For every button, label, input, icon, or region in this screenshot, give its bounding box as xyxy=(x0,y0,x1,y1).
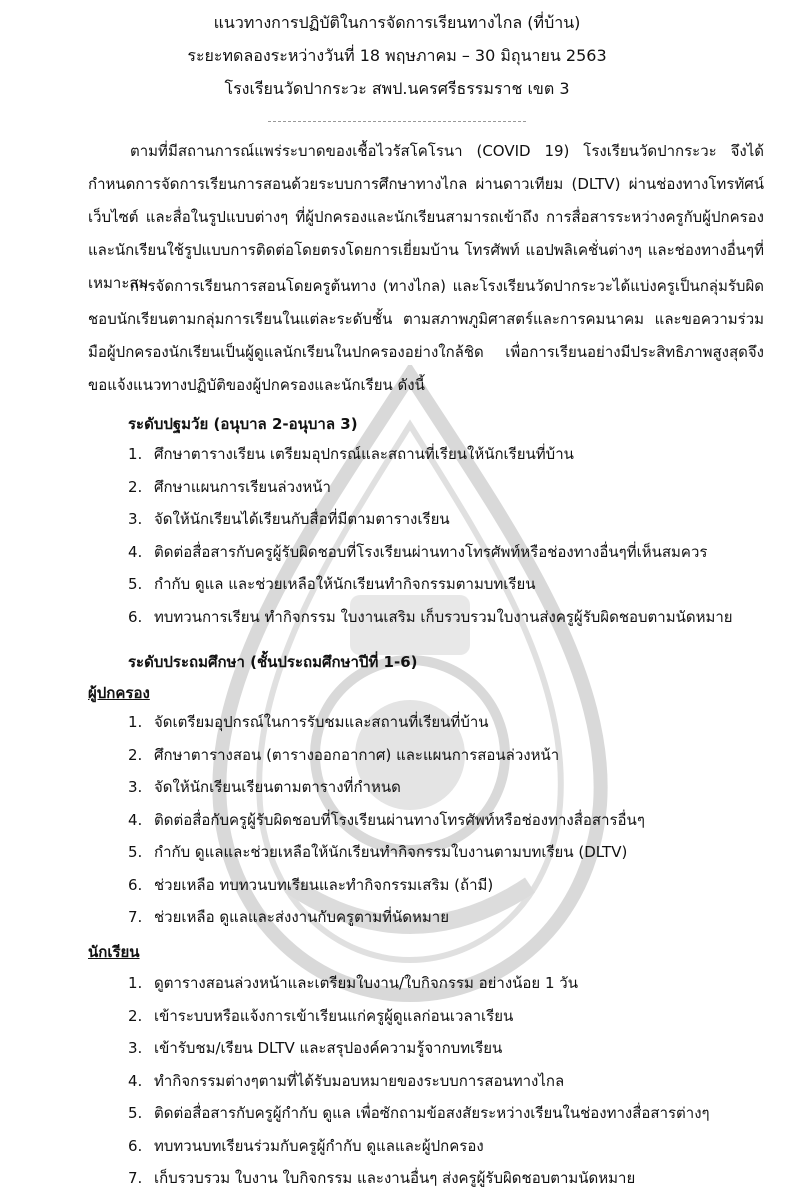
list-item-text: ดูตารางสอนล่วงหน้าและเตรียมใบงาน/ใบกิจกรรม อย่างน้อย 1 วัน xyxy=(154,974,578,992)
list-item-number: 1. xyxy=(128,713,143,731)
list-item-text: ทบทวนบทเรียนร่วมกับครูผู้กำกับ ดูแลและผู้ปกครอง xyxy=(154,1136,484,1155)
preschool-item xyxy=(128,572,733,605)
list-item-text: ศึกษาตารางเรียน เตรียมอุปกรณ์และสถานที่เรียนให้นักเรียนที่บ้าน xyxy=(154,445,574,463)
list-item-number: 5. xyxy=(128,843,143,861)
list-item-text: เข้ารับชม/เรียน DLTV และสรุปองค์ความรู้จากบทเรียน xyxy=(154,1039,503,1057)
list-item-number: 2. xyxy=(128,1006,143,1025)
list-item-number: 3. xyxy=(128,510,143,528)
list-item-text: เก็บรวบรวม ใบงาน ใบกิจกรรม และงานอื่นๆ ส่งครูผู้รับผิดชอบตามนัดหมาย xyxy=(154,1169,636,1187)
document-school: โรงเรียนวัดปากระวะ สพป.นครศรีธรรมราช เขต 3 xyxy=(224,79,570,98)
list-item-number: 6. xyxy=(128,1136,143,1155)
list-item-number: 2. xyxy=(128,745,143,764)
preschool-item xyxy=(128,442,733,475)
parents-item xyxy=(128,873,645,906)
list-item-number: 2. xyxy=(128,477,143,496)
parents-item xyxy=(128,710,645,743)
list-item-text: กำกับ ดูแลและช่วยเหลือให้นักเรียนทำกิจกรรมใบงานตามบทเรียน (DLTV) xyxy=(154,843,628,861)
list-item-number: 4. xyxy=(128,810,143,829)
document-period: ระยะทดลองระหว่างวันที่ 18 พฤษภาคม – 30 มิถุนายน 2563 xyxy=(187,46,607,65)
list-item-number: 7. xyxy=(128,1169,143,1187)
students-item xyxy=(128,1134,710,1167)
parents-item xyxy=(128,905,645,938)
document-header xyxy=(0,6,794,105)
list-item-text: เข้าระบบหรือแจ้งการเข้าเรียนแก่ครูผู้ดูแลก่อนเวลาเรียน xyxy=(154,1006,514,1025)
preschool-item xyxy=(128,540,733,573)
list-item-text: จัดให้นักเรียนได้เรียนกับสื่อที่มีตามตารางเรียน xyxy=(154,510,450,528)
list-item-number: 3. xyxy=(128,778,143,796)
students-item xyxy=(128,1069,710,1102)
students-item xyxy=(128,1036,710,1069)
list-item-text: กำกับ ดูแล และช่วยเหลือให้นักเรียนทำกิจกรรมตามบทเรียน xyxy=(154,575,536,593)
list-item-number: 1. xyxy=(128,974,143,992)
parents-list xyxy=(128,710,645,938)
parents-item xyxy=(128,775,645,808)
list-item-text: จัดให้นักเรียนเรียนตามตารางที่กำหนด xyxy=(154,778,401,796)
preschool-item xyxy=(128,507,733,540)
list-item-number: 4. xyxy=(128,1071,143,1090)
list-item-text: ศึกษาแผนการเรียนล่วงหน้า xyxy=(154,477,331,496)
parents-item xyxy=(128,840,645,873)
students-item xyxy=(128,1166,710,1199)
preschool-list xyxy=(128,442,733,637)
list-item-text: ติดต่อสื่อสารกับครูผู้รับผิดชอบที่โรงเรียนผ่านทางโทรศัพท์หรือช่องทางอื่นๆที่เห็นสมควร xyxy=(154,542,708,561)
list-item-number: 4. xyxy=(128,542,143,561)
list-item-text: ติดต่อสื่อสารกับครูผู้กำกับ ดูแล เพื่อซักถามข้อสงสัยระหว่างเรียนในช่องทางสื่อสารต่างๆ xyxy=(154,1104,710,1122)
list-item-number: 6. xyxy=(128,875,143,894)
list-item-number: 1. xyxy=(128,445,143,463)
list-item-number: 3. xyxy=(128,1039,143,1057)
preschool-heading: ระดับปฐมวัย (อนุบาล 2-อนุบาล 3) xyxy=(128,415,358,433)
students-list xyxy=(128,971,710,1199)
students-item xyxy=(128,1101,710,1134)
list-item-number: 5. xyxy=(128,575,143,593)
parents-item xyxy=(128,743,645,776)
intro-paragraph-1: ตามที่มีสถานการณ์แพร่ระบาดของเชื้อไวรัสโคโรนา (COVID 19) โรงเรียนวัดปากระวะ จึงได้กำหนดการจัดการเรียนการสอนด้วยระบบการศึกษาทางไกล ผ่านดาวเทียม (DLTV) ผ่านช่องทางโทรทัศน์ เว็บไซต์ และสื่อในรูปแบบต่างๆ ที่ผู้ปกครองและนักเรียนสามารถเข้าถึง การสื่อสารระหว่างครูกับผู้ปกครองและนักเรียนใช้รูปแบบการติดต่อโดยตรงโดยการเยี่ยมบ้าน โทรศัพท์ แอปพลิเคชั่นต่างๆ และช่องทางอื่นๆที่เหมาะสม xyxy=(88,142,764,292)
document-title: แนวทางการปฏิบัติในการจัดการเรียนทางไกล (ที่บ้าน) xyxy=(213,13,581,32)
preschool-item xyxy=(128,605,733,638)
list-item-text: ทำกิจกรรมต่างๆตามที่ได้รับมอบหมายของระบบการสอนทางไกล xyxy=(154,1071,565,1090)
parents-item xyxy=(128,808,645,841)
primary-heading: ระดับประถมศึกษา (ชั้นประถมศึกษาปีที่ 1-6) xyxy=(128,653,418,671)
parents-label: ผู้ปกครอง xyxy=(88,684,150,702)
header-divider xyxy=(268,121,526,122)
preschool-item xyxy=(128,475,733,508)
intro-paragraph-2: การจัดการเรียนการสอนโดยครูต้นทาง (ทางไกล) และโรงเรียนวัดปากระวะได้แบ่งครูเป็นกลุ่มรับผิดชอบนักเรียนตามกลุ่มการเรียนในแต่ละระดับชั้น ตามสภาพภูมิศาสตร์และการคมนาคม และขอความร่วมมือผู้ปกครองนักเรียนเป็นผู้ดูแลนักเรียนในปกครองอย่างใกล้ชิด เพื่อการเรียนอย่างมีประสิทธิภาพสูงสุดจึงขอแจ้งแนวทางปฏิบัติของผู้ปกครองและนักเรียน ดังนี้ xyxy=(88,277,764,394)
list-item-number: 5. xyxy=(128,1104,143,1122)
list-item-text: ติดต่อสื่อกับครูผู้รับผิดชอบที่โรงเรียนผ่านทางโทรศัพท์หรือช่องทางสื่อสารอื่นๆ xyxy=(154,810,645,829)
list-item-text: ทบทวนการเรียน ทำกิจกรรม ใบงานเสริม เก็บรวบรวมใบงานส่งครูผู้รับผิดชอบตามนัดหมาย xyxy=(154,607,733,626)
students-label: นักเรียน xyxy=(88,943,140,961)
list-item-text: จัดเตรียมอุปกรณ์ในการรับชมและสถานที่เรียนที่บ้าน xyxy=(154,713,489,731)
list-item-text: ช่วยเหลือ ทบทวนบทเรียนและทำกิจกรรมเสริม (ถ้ามี) xyxy=(154,875,494,894)
list-item-number: 7. xyxy=(128,908,143,926)
list-item-text: ช่วยเหลือ ดูแลและส่งงานกับครูตามที่นัดหมาย xyxy=(154,908,449,926)
list-item-text: ศึกษาตารางสอน (ตารางออกอากาศ) และแผนการสอนล่วงหน้า xyxy=(154,745,560,764)
students-item xyxy=(128,1004,710,1037)
students-item xyxy=(128,971,710,1004)
list-item-number: 6. xyxy=(128,607,143,626)
